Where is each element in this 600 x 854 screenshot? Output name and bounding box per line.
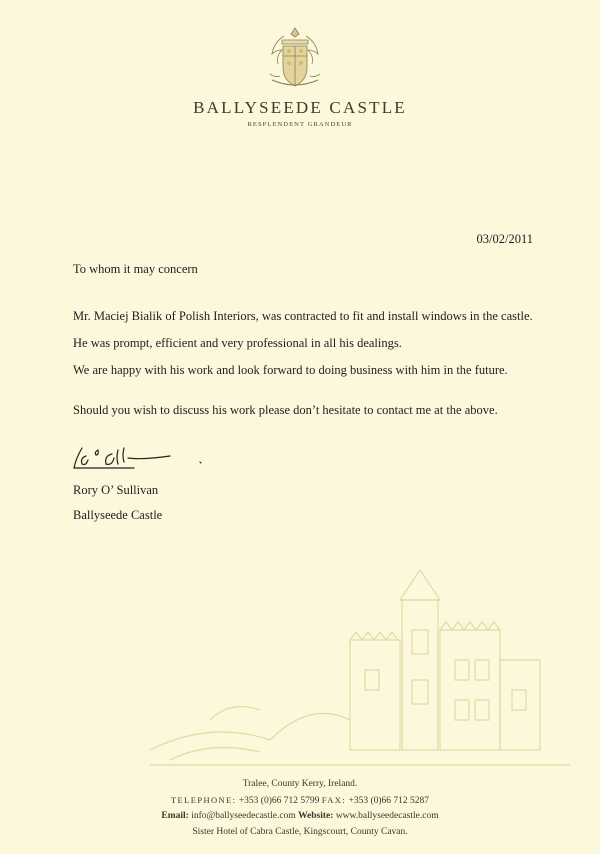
paragraph-2: He was prompt, efficient and very professional in all his dealings.: [73, 336, 402, 350]
fax-label: FAX:: [321, 795, 347, 805]
footer-sister-hotel: Sister Hotel of Cabra Castle, Kingscourt, County Cavan.: [192, 827, 408, 837]
paragraph-1: Mr. Maciej Bialik of Polish Interiors, was contracted to fit and install windows in the castle.: [73, 309, 533, 323]
website-label: Website:: [298, 811, 334, 821]
brand-name: BALLYSEEDE CASTLE: [193, 98, 407, 117]
crest-logo: [262, 22, 328, 94]
brand-tagline: RESPLENDENT GRANDEUR: [247, 121, 353, 128]
signatory-organization: Ballyseede Castle: [73, 508, 163, 522]
email-label: Email:: [161, 811, 189, 821]
signature: [68, 446, 218, 472]
paragraph-3: We are happy with his work and look forward to doing business with him in the future.: [73, 363, 508, 377]
email-address: info@ballyseedecastle.com: [191, 811, 296, 821]
castle-watermark: [150, 560, 570, 780]
paragraph-4: Should you wish to discuss his work please don’t hesitate to contact me at the above.: [73, 403, 498, 417]
footer-phone-fax: [0, 795, 600, 806]
telephone-label: TELEPHONE:: [170, 795, 237, 805]
letter-date: 03/02/2011: [476, 232, 533, 246]
website-url: www.ballyseedecastle.com: [335, 811, 439, 821]
fax-number: +353 (0)66 712 5287: [348, 796, 430, 806]
footer-address: Tralee, County Kerry, Ireland.: [242, 779, 358, 789]
footer-email-website: [0, 811, 600, 821]
salutation: To whom it may concern: [73, 262, 198, 276]
telephone-number: +353 (0)66 712 5799: [238, 796, 320, 806]
signatory-name: Rory O’ Sullivan: [73, 483, 159, 497]
